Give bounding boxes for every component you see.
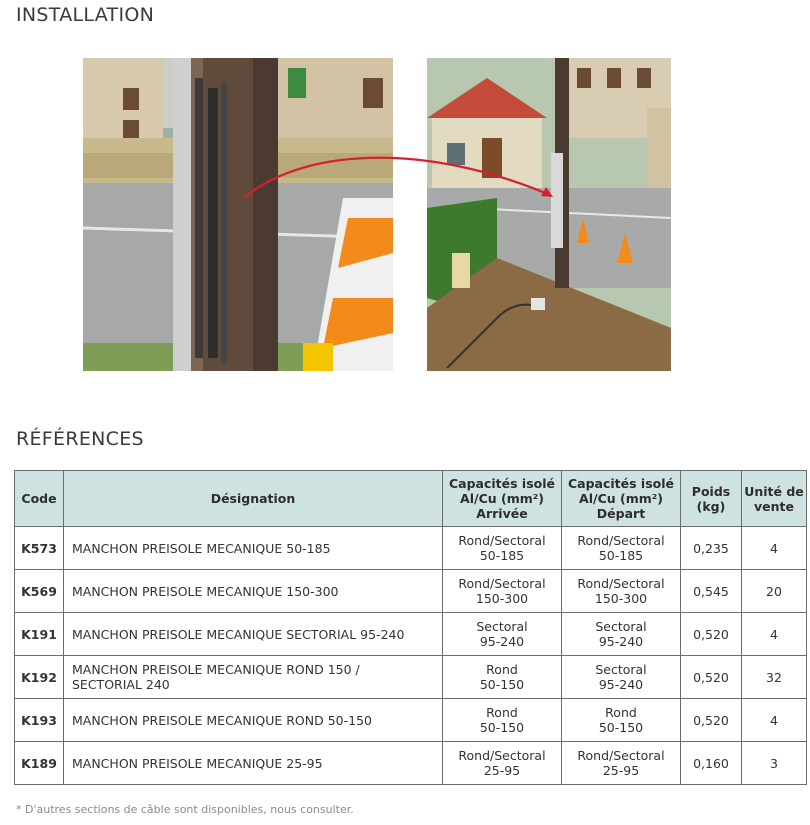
cell-depart: Rond/Sectoral 50-185	[562, 527, 681, 570]
installation-title: INSTALLATION	[16, 4, 155, 26]
cell-poids: 0,160	[681, 742, 742, 785]
cell-unite: 4	[742, 527, 807, 570]
cell-depart: Rond 50-150	[562, 699, 681, 742]
header-unite: Unité de vente	[742, 471, 807, 527]
cell-unite: 3	[742, 742, 807, 785]
cell-designation: MANCHON PREISOLE MECANIQUE 50-185	[64, 527, 443, 570]
cell-code: K192	[15, 656, 64, 699]
table-row	[15, 570, 807, 613]
cell-unite: 4	[742, 613, 807, 656]
cell-poids: 0,520	[681, 699, 742, 742]
cell-unite: 20	[742, 570, 807, 613]
installation-photo-closeup	[83, 58, 393, 371]
header-capacity-arrivee: Capacités isolé Al/Cu (mm²) Arrivée	[443, 471, 562, 527]
cell-arrivee: Rond 50-150	[443, 699, 562, 742]
cell-code: K189	[15, 742, 64, 785]
cell-arrivee: Sectoral 95-240	[443, 613, 562, 656]
header-poids: Poids (kg)	[681, 471, 742, 527]
cell-poids: 0,520	[681, 613, 742, 656]
references-title: RÉFÉRENCES	[16, 428, 144, 450]
cell-arrivee: Rond/Sectoral 25-95	[443, 742, 562, 785]
cell-arrivee: Rond/Sectoral 50-185	[443, 527, 562, 570]
cell-poids: 0,235	[681, 527, 742, 570]
cell-designation: MANCHON PREISOLE MECANIQUE 150-300	[64, 570, 443, 613]
cell-poids: 0,520	[681, 656, 742, 699]
cell-code: K191	[15, 613, 64, 656]
table-row	[15, 613, 807, 656]
cell-designation: MANCHON PREISOLE MECANIQUE SECTORIAL 95-240	[64, 613, 443, 656]
header-capacity-depart: Capacités isolé Al/Cu (mm²) Départ	[562, 471, 681, 527]
cell-unite: 4	[742, 699, 807, 742]
cell-code: K569	[15, 570, 64, 613]
header-code: Code	[15, 471, 64, 527]
installation-photo-street	[427, 58, 671, 371]
cell-unite: 32	[742, 656, 807, 699]
table-row	[15, 742, 807, 785]
footnote: * D'autres sections de câble sont disponibles, nous consulter.	[16, 803, 354, 816]
cell-designation: MANCHON PREISOLE MECANIQUE ROND 150 / SECTORIAL 240	[64, 656, 443, 699]
cell-depart: Sectoral 95-240	[562, 613, 681, 656]
cell-code: K573	[15, 527, 64, 570]
cell-depart: Sectoral 95-240	[562, 656, 681, 699]
table-row	[15, 656, 807, 699]
cell-designation: MANCHON PREISOLE MECANIQUE 25-95	[64, 742, 443, 785]
table-row	[15, 699, 807, 742]
cell-designation: MANCHON PREISOLE MECANIQUE ROND 50-150	[64, 699, 443, 742]
cell-depart: Rond/Sectoral 150-300	[562, 570, 681, 613]
header-designation: Désignation	[64, 471, 443, 527]
cell-arrivee: Rond/Sectoral 150-300	[443, 570, 562, 613]
cell-depart: Rond/Sectoral 25-95	[562, 742, 681, 785]
cell-arrivee: Rond 50-150	[443, 656, 562, 699]
references-table	[14, 470, 807, 785]
table-header-row	[15, 471, 807, 527]
table-row	[15, 527, 807, 570]
cell-poids: 0,545	[681, 570, 742, 613]
cell-code: K193	[15, 699, 64, 742]
